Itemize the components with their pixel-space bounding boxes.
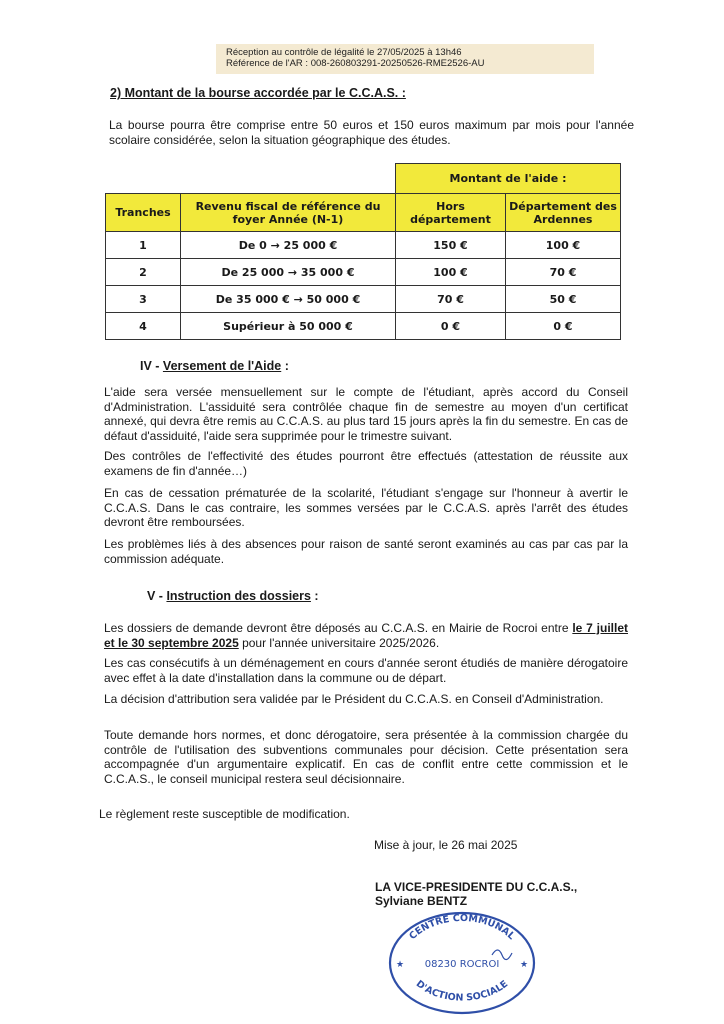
table-header-ardennes: Département des Ardennes [506,194,621,232]
seal-star-icon: ★ [520,959,529,969]
table-cell: 100 € [396,259,506,286]
table-cell: De 0 → 25 000 € [181,232,396,259]
table-cell: Supérieur à 50 000 € [181,313,396,340]
ccas-seal-stamp [384,905,540,1017]
banner-line-2: Référence de l'AR : 008-260803291-20250526-RME2526-AU [226,58,485,69]
banner-line-1: Réception au contrôle de légalité le 27/05/2025 à 13h46 [226,47,462,58]
section-2-title: 2) Montant de la bourse accordée par le C.C.A.S. : [110,86,406,100]
deposit-dates: le 7 juillet et le 30 septembre 2025 [104,621,628,650]
update-date: Mise à jour, le 26 mai 2025 [374,838,518,852]
section-4-title: IV - Versement de l'Aide : [140,359,289,373]
table-cell: 0 € [506,313,621,340]
table-group-header: Montant de l'aide : [396,164,621,194]
section-4-paragraph-4: Les problèmes liés à des absences pour raison de santé seront examinés au cas par cas par la commission adéquate. [104,537,628,566]
table-header-hors: Hors département [396,194,506,232]
signatory-title: LA VICE-PRESIDENTE DU C.C.A.S., [375,880,578,894]
svg-text:D'ACTION SOCIALE [414,978,510,1003]
table-cell: 50 € [506,286,621,313]
table-cell: 3 [106,286,181,313]
seal-top-text: CENTRE COMMUNAL [407,912,517,943]
section-4-paragraph-3: En cas de cessation prématurée de la scolarité, l'étudiant s'engage sur l'honneur à avertir le C.C.A.S. Dans le cas contraire, les sommes versées par le C.C.A.S. après l'arrêt des études devront être remboursées. [104,486,628,529]
table-cell: 70 € [396,286,506,313]
table-cell: 100 € [506,232,621,259]
section-4-paragraph-1: L'aide sera versée mensuellement sur le compte de l'étudiant, après accord du Conseil d'Administration. L'assiduité sera contrôlée chaque fin de semestre au moyen d'un certificat annexé, qui devra être remis au C.C.A.S. au plus tard 15 jours après la fin du semestre. En cas de défaut d'assiduité, l'aide sera supprimée pour le trimestre suivant. [104,385,628,443]
section-2-intro: La bourse pourra être comprise entre 50 euros et 150 euros maximum par mois pour l'année scolaire considérée, selon la situation géographique des études. [109,118,634,147]
footer-note: Le règlement reste susceptible de modification. [99,807,350,821]
table-row [106,232,621,259]
svg-text:CENTRE COMMUNAL [407,913,517,942]
seal-middle-text: 08230 ROCROI [424,959,500,970]
seal-bottom-text: D'ACTION SOCIALE [413,978,511,1004]
table-row [106,259,621,286]
table-cell: 1 [106,232,181,259]
table-cell: 150 € [396,232,506,259]
table-cell: 0 € [396,313,506,340]
table-row [106,313,621,340]
section-5-paragraph-2: Les cas consécutifs à un déménagement en cours d'année seront étudiés de manière dérogatoire avec effet à la date d'installation dans la commune ou de départ. [104,656,628,685]
table-cell: De 35 000 € → 50 000 € [181,286,396,313]
table-cell: 2 [106,259,181,286]
section-5-paragraph-3: La décision d'attribution sera validée par le Président du C.C.A.S. en Conseil d'Administration. [104,692,604,706]
section-5-title: V - Instruction des dossiers : [147,589,319,603]
table-header-revenu: Revenu fiscal de référence du foyer Année (N-1) [181,194,396,232]
table-cell: 4 [106,313,181,340]
signatory-name: Sylviane BENTZ [375,894,468,908]
section-5-paragraph-4: Toute demande hors normes, et donc dérogatoire, sera présentée à la commission chargée du contrôle de l'utilisation des subventions communales pour décision. Cette présentation sera accompagnée d'un argumentaire explicatif. En cas de conflit entre cette commission et le C.C.A.S., le conseil municipal restera seul décisionnaire. [104,728,628,786]
table-row [106,286,621,313]
amount-table [105,163,621,340]
legality-stamp-banner [216,44,594,74]
table-cell: 70 € [506,259,621,286]
section-4-paragraph-2: Des contrôles de l'effectivité des études pourront être effectués (attestation de réussite aux examens de fin d'année…) [104,449,628,478]
section-5-paragraph-1: Les dossiers de demande devront être déposés au C.C.A.S. en Mairie de Rocroi entre le 7 juillet et le 30 septembre 2025 pour l'année universitaire 2025/2026. [104,621,628,650]
table-header-tranches: Tranches [106,194,181,232]
table-cell: De 25 000 → 35 000 € [181,259,396,286]
seal-star-icon: ★ [396,959,405,969]
